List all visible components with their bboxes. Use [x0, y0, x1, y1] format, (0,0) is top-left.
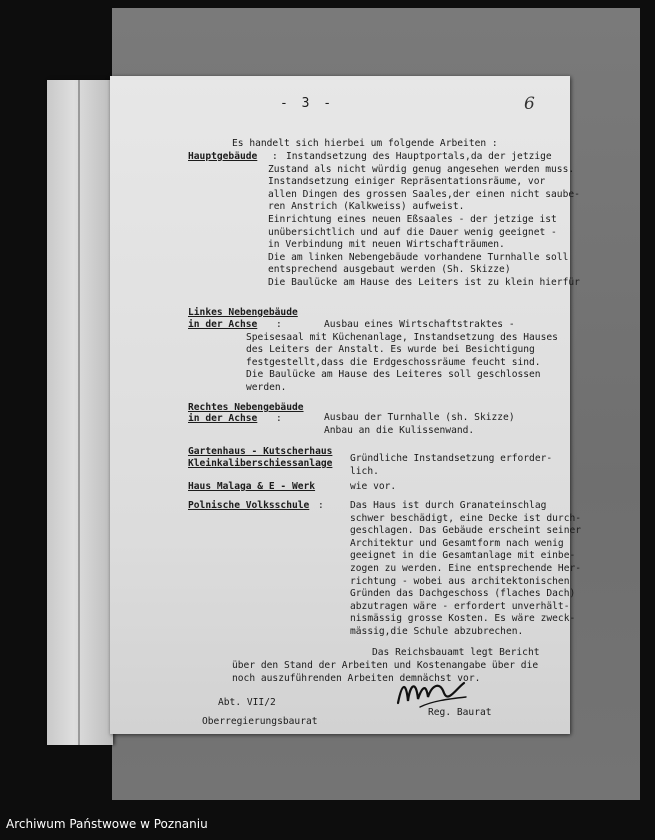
body-line: allen Dingen des grossen Saales,der einen nicht saube-: [268, 188, 580, 200]
section-body-rechtes-nebengebaeude: [324, 412, 515, 437]
binding-fold: [78, 80, 80, 745]
section-separator: :: [318, 500, 324, 511]
body-line: ren Anstrich (Kalkweiss) aufweist.: [268, 201, 465, 213]
body-line: Speisesaal mit Küchenanlage, Instandsetzung des Hauses: [246, 331, 558, 343]
body-line: Gründliche Instandsetzung erforder-: [350, 453, 553, 464]
document-page: [110, 76, 582, 734]
body-line: über den Stand der Arbeiten und Kostenangabe über die: [232, 660, 539, 671]
body-line: unübersichtlich und auf die Dauer wenig geeignet -: [268, 226, 557, 238]
body-line: Das Reichsbauamt legt Bericht: [372, 647, 540, 658]
body-line: Einrichtung eines neuen Eßsaales - der jetzige ist: [268, 213, 557, 225]
body-line: mässig,die Schule abzubrechen.: [350, 625, 524, 637]
section-label-linkes-nebengebaeude: Linkes Nebengebäude: [188, 307, 298, 318]
section-label-haus-malaga: Haus Malaga & E - Werk: [188, 481, 316, 492]
body-line: Ausbau eines Wirtschaftstraktes -: [324, 319, 515, 330]
department-line: Abt. VII/2: [218, 697, 276, 708]
body-line: Instandsetzung einiger Repräsentationsräume, vor: [268, 176, 546, 188]
closing-block: [232, 660, 538, 685]
body-line: Architektur und Gesamtform nach wenig: [350, 537, 564, 549]
archive-caption: Archiwum Państwowe w Poznaniu: [6, 817, 208, 831]
handwritten-signature: [392, 673, 472, 713]
section-body-linkes-nebengebaeude: [324, 319, 515, 332]
body-line: des Leiters der Anstalt. Es wurde bei Besichtigung: [246, 344, 535, 356]
body-line: Ausbau der Turnhalle (sh. Skizze): [324, 412, 515, 423]
body-line: werden.: [246, 381, 287, 393]
binding-strip: [47, 80, 113, 745]
section-separator: :: [276, 413, 282, 424]
body-line: Gründen das Dachgeschoss (flaches Dach): [350, 588, 576, 600]
body-line: richtung - wobei aus architektonischen: [350, 575, 570, 587]
section-label-rechtes-achse: in der Achse: [188, 413, 258, 424]
body-line: Die am linken Nebengebäude vorhandene Turnhalle soll: [268, 251, 569, 263]
body-line: zogen zu werden. Eine entsprechende Her-: [350, 562, 582, 574]
section-body-hauptgebaeude: [286, 151, 552, 164]
section-label-hauptgebaeude: Hauptgebäude: [188, 151, 258, 162]
closing-first-line: [372, 647, 540, 660]
body-line: Anbau an die Kulissenwand.: [324, 424, 475, 436]
body-line: Instandsetzung des Hauptportals,da der jetzige: [286, 151, 552, 162]
section-label-kleinkaliber: Kleinkaliberschiessanlage: [188, 458, 333, 469]
body-line: Das Haus ist durch Granateinschlag: [350, 500, 547, 511]
section-body-linkes-cont: [246, 332, 558, 395]
body-line: Die Baulücke am Hause des Leiteres soll geschlossen: [246, 369, 541, 381]
body-line: Die Baulücke am Hause des Leiters ist zu klein hierfür: [268, 276, 580, 288]
body-line: geschlagen. Das Gebäude erscheint seiner: [350, 525, 582, 537]
section-label-polnische-volksschule: Polnische Volksschule: [188, 500, 310, 511]
signer-title: Reg. Baurat: [428, 707, 492, 718]
body-line: abzutragen wäre - erfordert unverhält-: [350, 600, 570, 612]
body-line: noch auszuführenden Arbeiten demnächst vor.: [232, 672, 481, 684]
body-line: schwer beschädigt, eine Decke ist durch-: [350, 512, 582, 524]
page-number: - 3 -: [280, 96, 335, 111]
section-separator: :: [272, 151, 278, 162]
recipient-line: Oberregierungsbaurat: [202, 716, 318, 727]
section-label-linkes-achse: in der Achse: [188, 319, 258, 330]
body-line: entsprechend ausgebaut werden (Sh. Skizze): [268, 264, 511, 276]
section-body-gartenhaus: [350, 453, 552, 478]
section-separator: :: [276, 319, 282, 330]
section-body-volksschule: [350, 500, 581, 639]
body-line: nismässig grosse Kosten. Es wäre zweck-: [350, 613, 576, 625]
body-line: Zustand als nicht würdig genug angesehen werden muss.: [268, 163, 575, 175]
section-label-rechtes-nebengebaeude: Rechtes Nebengebäude: [188, 402, 304, 413]
section-body-haus-malaga: [350, 481, 396, 494]
intro-line: Es handelt sich hierbei um folgende Arbeiten :: [232, 138, 498, 149]
handwritten-page-mark: 6: [524, 94, 535, 114]
section-label-gartenhaus: Gartenhaus - Kutscherhaus: [188, 446, 333, 457]
body-line: in Verbindung mit neuen Wirtschafträumen.: [268, 239, 505, 251]
body-line: festgestellt,dass die Erdgeschossräume feucht sind.: [246, 356, 541, 368]
body-line: geeignet in die Gesamtanlage mit einbe-: [350, 550, 576, 562]
body-line: wie vor.: [350, 481, 397, 492]
body-line: lich.: [350, 465, 379, 477]
section-body-hauptgebaeude-cont: [268, 164, 580, 290]
